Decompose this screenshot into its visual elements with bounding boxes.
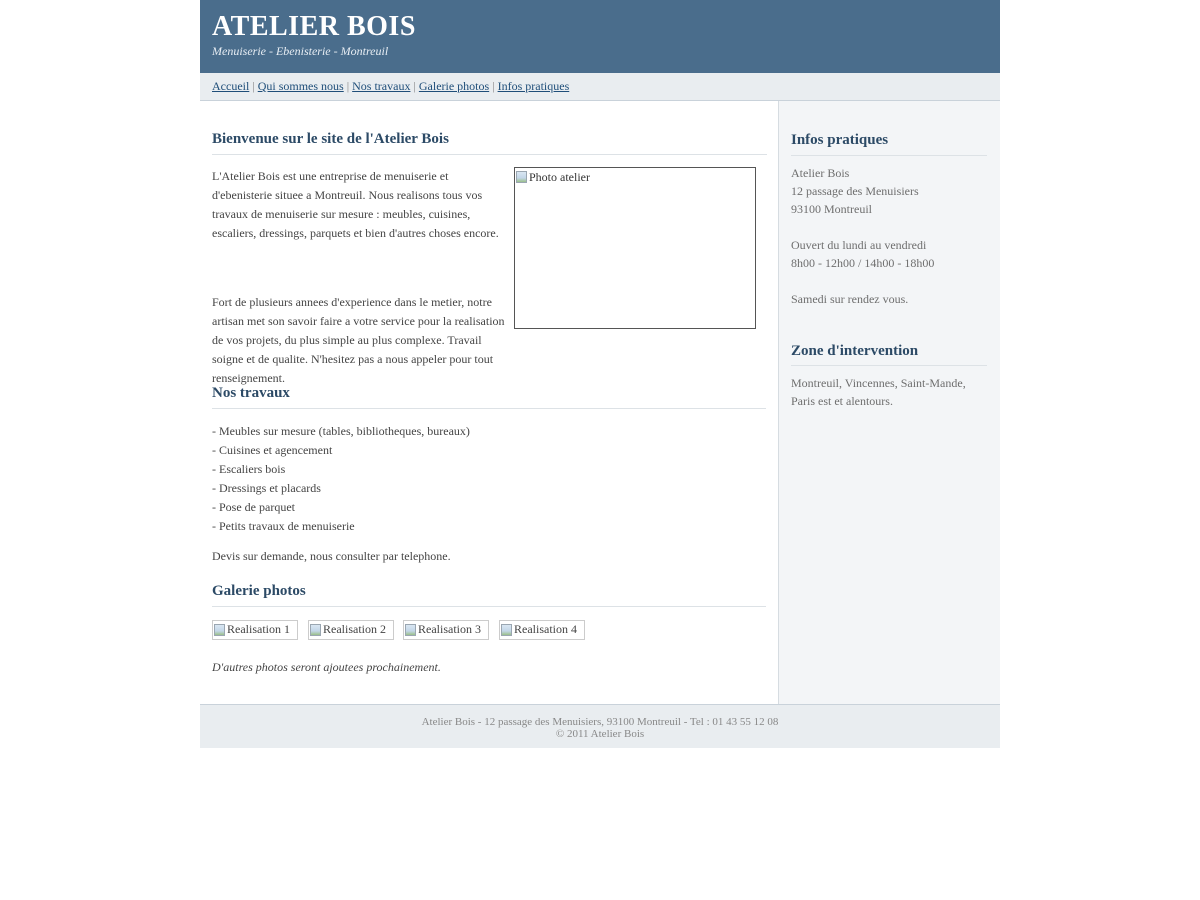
list-item: - Petits travaux de menuiserie bbox=[212, 519, 355, 533]
galerie-note: D'autres photos seront ajoutees prochainement. bbox=[212, 660, 441, 674]
content-columns bbox=[200, 101, 1000, 705]
site-footer bbox=[200, 704, 1000, 748]
infos-divider bbox=[791, 155, 987, 156]
nav-separator: | bbox=[252, 79, 255, 93]
broken-image-icon bbox=[501, 624, 512, 636]
photo-atelier-alt: Photo atelier bbox=[529, 170, 590, 184]
nav-separator: | bbox=[346, 79, 350, 93]
galerie-title: Galerie photos bbox=[212, 583, 306, 599]
gallery-thumb-alt: Realisation 1 bbox=[227, 622, 290, 636]
list-item: - Meubles sur mesure (tables, bibliotheques, bureaux) bbox=[212, 424, 470, 438]
gallery-thumb-alt: Realisation 2 bbox=[323, 622, 386, 636]
gallery-thumb-1[interactable] bbox=[212, 620, 298, 640]
list-item: - Cuisines et agencement bbox=[212, 443, 333, 457]
gallery-thumb-alt: Realisation 4 bbox=[514, 622, 577, 636]
zone-text: Montreuil, Vincennes, Saint-Mande, Paris est et alentours. bbox=[791, 376, 966, 408]
welcome-paragraph-1: L'Atelier Bois est une entreprise de menuiserie et d'ebenisterie situee a Montreuil. Nous realisons tous vos travaux de menuiserie sur mesure : meubles, cuisines, escaliers, dressings, parquets et bien d'autres choses encore. bbox=[212, 169, 499, 240]
infos-street: 12 passage des Menuisiers bbox=[791, 184, 919, 198]
welcome-divider bbox=[212, 154, 767, 155]
broken-image-icon bbox=[405, 624, 416, 636]
page bbox=[200, 0, 1000, 740]
main-content bbox=[200, 101, 779, 705]
infos-hours-days: Ouvert du lundi au vendredi bbox=[791, 238, 927, 252]
nav-link-qui-sommes-nous[interactable]: Qui sommes nous bbox=[257, 79, 344, 93]
travaux-list bbox=[212, 422, 470, 536]
gallery-thumb-4[interactable] bbox=[499, 620, 585, 640]
list-item: - Dressings et placards bbox=[212, 481, 321, 495]
travaux-title: Nos travaux bbox=[212, 385, 290, 401]
zone-divider bbox=[791, 365, 987, 366]
infos-hours-times: 8h00 - 12h00 / 14h00 - 18h00 bbox=[791, 256, 935, 270]
travaux-note: Devis sur demande, nous consulter par telephone. bbox=[212, 549, 451, 563]
welcome-paragraph-2: Fort de plusieurs annees d'experience dans le metier, notre artisan met son savoir faire a votre service pour la realisation de vos projets, du plus simple au plus complexe. Travail soigne et de qualite. N'hesitez pas a nous appeler pour tout renseignement. bbox=[212, 295, 505, 385]
site-title: ATELIER BOIS bbox=[212, 11, 416, 42]
list-item: - Escaliers bois bbox=[212, 462, 286, 476]
list-item: - Pose de parquet bbox=[212, 500, 295, 514]
nav-link-nos-travaux[interactable]: Nos travaux bbox=[352, 79, 411, 93]
broken-image-icon bbox=[214, 624, 225, 636]
broken-image-icon bbox=[516, 171, 527, 183]
footer-address: Atelier Bois - 12 passage des Menuisiers, 93100 Montreuil - Tel : 01 43 55 12 08 bbox=[421, 716, 779, 728]
infos-title: Infos pratiques bbox=[791, 132, 889, 148]
travaux-divider bbox=[212, 408, 766, 409]
gallery-thumb-2[interactable] bbox=[308, 620, 394, 640]
galerie-divider bbox=[212, 606, 766, 607]
zone-title: Zone d'intervention bbox=[791, 343, 919, 359]
welcome-title: Bienvenue sur le site de l'Atelier Bois bbox=[212, 131, 449, 147]
nav-link-accueil[interactable]: Accueil bbox=[212, 79, 250, 93]
photo-atelier bbox=[514, 167, 756, 329]
infos-saturday: Samedi sur rendez vous. bbox=[791, 292, 909, 306]
nav-separator: | bbox=[413, 79, 416, 93]
nav-link-galerie-photos[interactable]: Galerie photos bbox=[418, 79, 490, 93]
footer-copyright: © 2011 Atelier Bois bbox=[555, 728, 645, 740]
nav-link-infos-pratiques[interactable]: Infos pratiques bbox=[497, 79, 570, 93]
broken-image-icon bbox=[310, 624, 321, 636]
infos-city: 93100 Montreuil bbox=[791, 202, 872, 216]
main-nav bbox=[200, 73, 1000, 101]
site-header bbox=[200, 0, 1000, 73]
nav-separator: | bbox=[492, 79, 495, 93]
gallery-thumb-alt: Realisation 3 bbox=[418, 622, 481, 636]
sidebar bbox=[779, 101, 1000, 705]
site-tagline: Menuiserie - Ebenisterie - Montreuil bbox=[212, 44, 389, 58]
infos-name: Atelier Bois bbox=[791, 166, 850, 180]
gallery-thumb-3[interactable] bbox=[403, 620, 489, 640]
